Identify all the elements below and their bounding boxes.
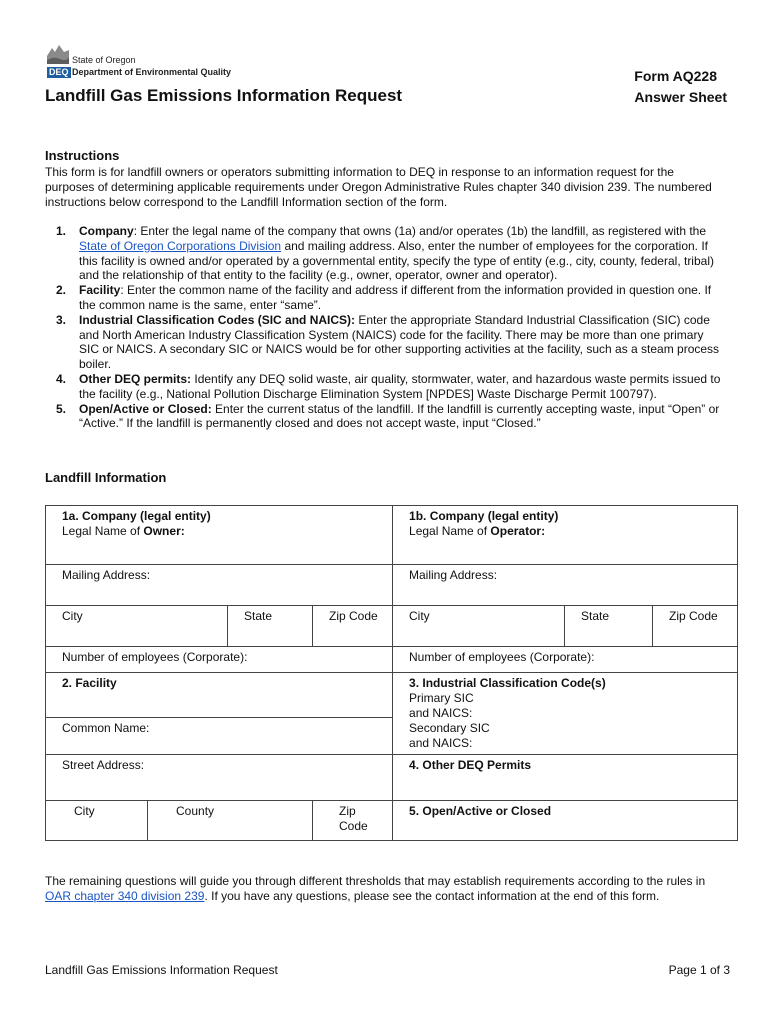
facility-header: 2. Facility — [62, 676, 117, 690]
sheet-label: Answer Sheet — [634, 89, 727, 105]
item-term: Company — [79, 224, 134, 238]
operator-state-field[interactable]: State — [565, 606, 653, 647]
primary-sic-label: Primary SIC — [409, 691, 474, 705]
item-number: 1. — [56, 224, 67, 238]
instruction-item — [45, 283, 725, 313]
primary-naics-label: and NAICS: — [409, 706, 473, 720]
item-number: 5. — [56, 401, 67, 416]
item-term: Industrial Classification Codes (SIC and NAICS): — [79, 312, 356, 327]
landfill-heading: Landfill Information — [45, 470, 167, 485]
item-text: Enter the current status of the landfill. If the landfill is currently accepting waste, input “Open” or “Active.” If the landfill is permanently closed and does not accept waste, input “Closed.” — [79, 401, 720, 431]
department-name: Department of Environmental Quality — [72, 67, 232, 77]
classification-header: 3. Industrial Classification Code(s) — [409, 676, 606, 690]
secondary-sic-label: Secondary SIC — [409, 721, 490, 735]
operator-mailing-address-field[interactable]: Mailing Address: — [393, 565, 738, 606]
state-name: State of Oregon — [72, 55, 136, 65]
deq-logo — [46, 42, 246, 82]
item-text: Enter the appropriate Standard Industrial Classification (SIC) code and North American Industry Classification System (NAICS) code for the facility. There may be more than one primary SIC or NAICS. A secondary SIC or NAICS would be for other supporting activities at the facility, such as a steam process boiler. — [79, 312, 720, 372]
owner-field[interactable] — [46, 506, 393, 565]
owner-header: 1a. Company (legal entity) — [62, 509, 211, 523]
item-text: and mailing address. Also, enter the number of employees for the corporation. If this facility is owned and/or operated by a governmental entity, specify the type of entity (e.g., city, county, federal, tribal) and the relationship of that entity to the facility (e.g., owner, operator, owner and operator). — [79, 238, 714, 283]
operator-zip-field[interactable]: Zip Code — [653, 606, 738, 647]
deq-badge: DEQ — [49, 67, 69, 77]
status-header: 5. Open/Active or Closed — [409, 804, 552, 818]
owner-city-field[interactable]: City — [46, 606, 228, 647]
owner-zip-field[interactable]: Zip Code — [313, 606, 393, 647]
page-number: Page 1 of 3 — [668, 963, 730, 977]
closing-text: The remaining questions will guide you through different thresholds that may establish requirements according to the rules in OAR chapter 340 division 239. If you have any questions, please see the contact information at the end of this form. — [45, 874, 706, 903]
item-text: Identify any DEQ solid waste, air quality, stormwater, water, and hazardous waste permits issued to the facility (e.g., National Pollution Discharge Elimination System [NPDES] Waste Discharge Permit 100797). — [79, 371, 721, 401]
item-text: : Enter the common name of the facility and address if different from the information provided in question one. If the common name is the same, enter “same”. — [79, 283, 712, 312]
facility-field[interactable] — [46, 673, 393, 718]
operator-field[interactable] — [393, 506, 738, 565]
instructions-list — [45, 224, 725, 431]
secondary-naics-label: and NAICS: — [409, 736, 473, 750]
item-number: 4. — [56, 371, 67, 386]
operator-employees-field[interactable]: Number of employees (Corporate): — [393, 647, 738, 673]
footer-title: Landfill Gas Emissions Information Request — [45, 963, 278, 977]
item-term: Other DEQ permits: — [79, 371, 192, 386]
item-term: Open/Active or Closed: — [79, 401, 212, 416]
owner-label: Legal Name of Owner: — [62, 524, 185, 538]
instruction-item — [45, 224, 725, 283]
classification-field[interactable] — [393, 673, 738, 755]
oregon-landscape-icon — [46, 42, 70, 66]
landfill-info-table — [45, 505, 738, 841]
form-number: Form AQ228 — [634, 68, 717, 84]
permits-header: 4. Other DEQ Permits — [409, 758, 532, 772]
oar-chapter-link[interactable]: OAR chapter 340 division 239 — [45, 889, 205, 903]
other-permits-field[interactable] — [393, 755, 738, 801]
operator-header: 1b. Company (legal entity) — [409, 509, 559, 523]
corporations-division-link[interactable]: State of Oregon Corporations Division — [79, 238, 282, 253]
owner-employees-field[interactable]: Number of employees (Corporate): — [46, 647, 393, 673]
facility-zip-field[interactable]: Zip Code — [313, 801, 393, 841]
instructions-intro: This form is for landfill owners or operators submitting information to DEQ in response to an information request for the purposes of determining applicable requirements under Oregon Administrative Rules chapter 340 division 239. The numbered instructions below correspond to the Landfill Information section of the form. — [45, 165, 712, 209]
item-term: Facility — [79, 283, 121, 298]
owner-mailing-address-field[interactable]: Mailing Address: — [46, 565, 393, 606]
operator-label: Legal Name of Operator: — [409, 524, 546, 538]
instruction-item — [45, 313, 725, 372]
operator-city-field[interactable]: City — [393, 606, 565, 647]
item-number: 2. — [56, 283, 67, 298]
facility-city-field[interactable]: City — [46, 801, 148, 841]
page-title: Landfill Gas Emissions Information Request — [45, 86, 403, 105]
status-field[interactable] — [393, 801, 738, 841]
facility-county-field[interactable]: County — [148, 801, 313, 841]
street-address-field[interactable]: Street Address: — [46, 755, 393, 801]
instruction-item — [45, 372, 725, 402]
owner-state-field[interactable]: State — [228, 606, 313, 647]
instructions-heading: Instructions — [45, 148, 120, 163]
item-text: : Enter the legal name of the company that owns (1a) and/or operates (1b) the landfill, as registered with the — [133, 224, 707, 238]
instruction-item — [45, 402, 725, 432]
item-number: 3. — [56, 312, 67, 327]
common-name-field[interactable]: Common Name: — [46, 718, 393, 755]
